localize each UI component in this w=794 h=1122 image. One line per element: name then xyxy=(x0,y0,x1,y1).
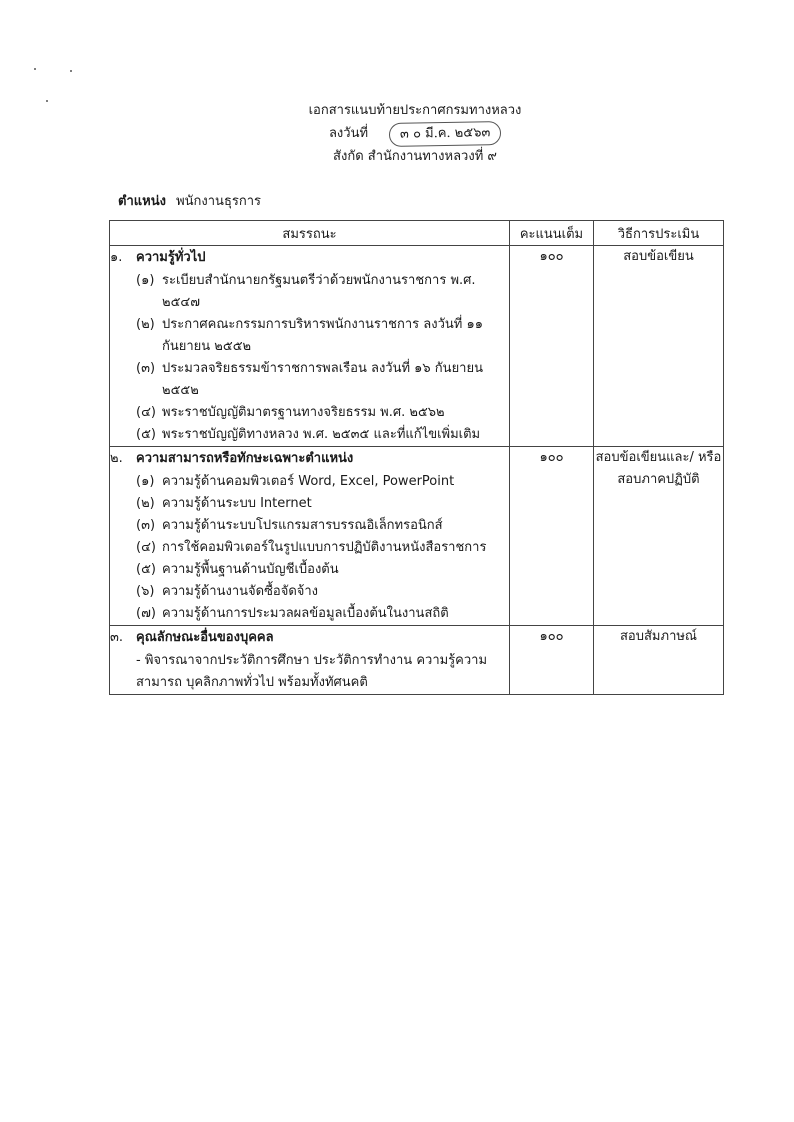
section-title: ๒. ความสามารถหรือทักษะเฉพาะตำแหน่ง xyxy=(110,451,354,466)
header-title: เอกสารแนบท้ายประกาศกรมทางหลวง xyxy=(308,103,522,118)
section-title: ๑. ความรู้ทั่วไป xyxy=(110,250,206,265)
score-cell: ๑๐๐ xyxy=(510,447,594,626)
score-cell: ๑๐๐ xyxy=(510,626,594,695)
score-cell: ๑๐๐ xyxy=(510,246,594,447)
list-item: (๓) ประมวลจริยธรรมข้าราชการพลเรือน ลงวันที่ ๑๖ กันยายน ๒๕๕๒ xyxy=(136,361,483,398)
date-label: ลงวันที่ xyxy=(328,126,369,141)
list-item: (๕) ความรู้พื้นฐานด้านบัญชีเบื้องต้น xyxy=(136,562,339,577)
position-line xyxy=(118,190,261,211)
list-item: (๑) ความรู้ด้านคอมพิวเตอร์ Word, Excel, PowerPoint xyxy=(136,474,455,489)
header-date-line xyxy=(250,122,580,146)
position-value: พนักงานธุรการ xyxy=(176,194,262,209)
scan-speck xyxy=(70,70,72,72)
method-cell: สอบข้อเขียน xyxy=(594,246,724,447)
table-row-section-2 xyxy=(110,447,724,626)
list-item: (๕) พระราชบัญญัติทางหลวง พ.ศ. ๒๕๓๕ และที่แก้ไขเพิ่มเติม xyxy=(136,427,481,442)
section-note: - พิจารณาจากประวัติการศึกษา ประวัติการทำงาน ความรู้ความสามารถ บุคลิกภาพทั่วไป พร้อมทั้งทัศนคติ xyxy=(136,653,488,690)
table-header-row xyxy=(110,221,724,246)
column-header-score: คะแนนเต็ม xyxy=(510,221,594,246)
list-item: (๔) การใช้คอมพิวเตอร์ในรูปแบบการปฏิบัติงานหนังสือราชการ xyxy=(136,540,487,555)
scan-speck xyxy=(34,68,36,70)
table-row-section-3 xyxy=(110,626,724,695)
list-item: (๓) ความรู้ด้านระบบโปรแกรมสารบรรณอิเล็กทรอนิกส์ xyxy=(136,518,443,533)
competency-cell xyxy=(110,626,510,695)
list-item: (๒) ความรู้ด้านระบบ Internet xyxy=(136,496,312,511)
column-header-competency: สมรรถนะ xyxy=(110,221,510,246)
document-header xyxy=(250,100,580,168)
method-cell: สอบข้อเขียนและ/ หรือสอบภาคปฏิบัติ xyxy=(594,447,724,626)
list-item: (๖) ความรู้ด้านงานจัดซื้อจัดจ้าง xyxy=(136,584,319,599)
column-header-method: วิธีการประเมิน xyxy=(594,221,724,246)
table-row-section-1 xyxy=(110,246,724,447)
competency-table xyxy=(109,220,724,695)
scan-speck xyxy=(46,100,48,102)
competency-cell xyxy=(110,246,510,447)
list-item: (๗) ความรู้ด้านการประมวลผลข้อมูลเบื้องต้นในงานสถิติ xyxy=(136,606,449,621)
competency-cell xyxy=(110,447,510,626)
header-affiliation: สังกัด สำนักงานทางหลวงที่ ๙ xyxy=(333,149,497,164)
date-value: ๓ ๐ มี.ค. ๒๕๖๓ xyxy=(389,121,502,147)
position-label: ตำแหน่ง xyxy=(118,194,166,209)
list-item: (๒) ประกาศคณะกรรมการบริหารพนักงานราชการ ลงวันที่ ๑๑ กันยายน ๒๕๕๒ xyxy=(136,317,483,354)
section-title: ๓. คุณลักษณะอื่นของบุคคล xyxy=(110,630,274,645)
method-cell: สอบสัมภาษณ์ xyxy=(594,626,724,695)
list-item: (๑) ระเบียบสำนักนายกรัฐมนตรีว่าด้วยพนักงานราชการ พ.ศ. ๒๕๔๗ xyxy=(136,273,476,310)
list-item: (๔) พระราชบัญญัติมาตรฐานทางจริยธรรม พ.ศ. ๒๕๖๒ xyxy=(136,405,445,420)
